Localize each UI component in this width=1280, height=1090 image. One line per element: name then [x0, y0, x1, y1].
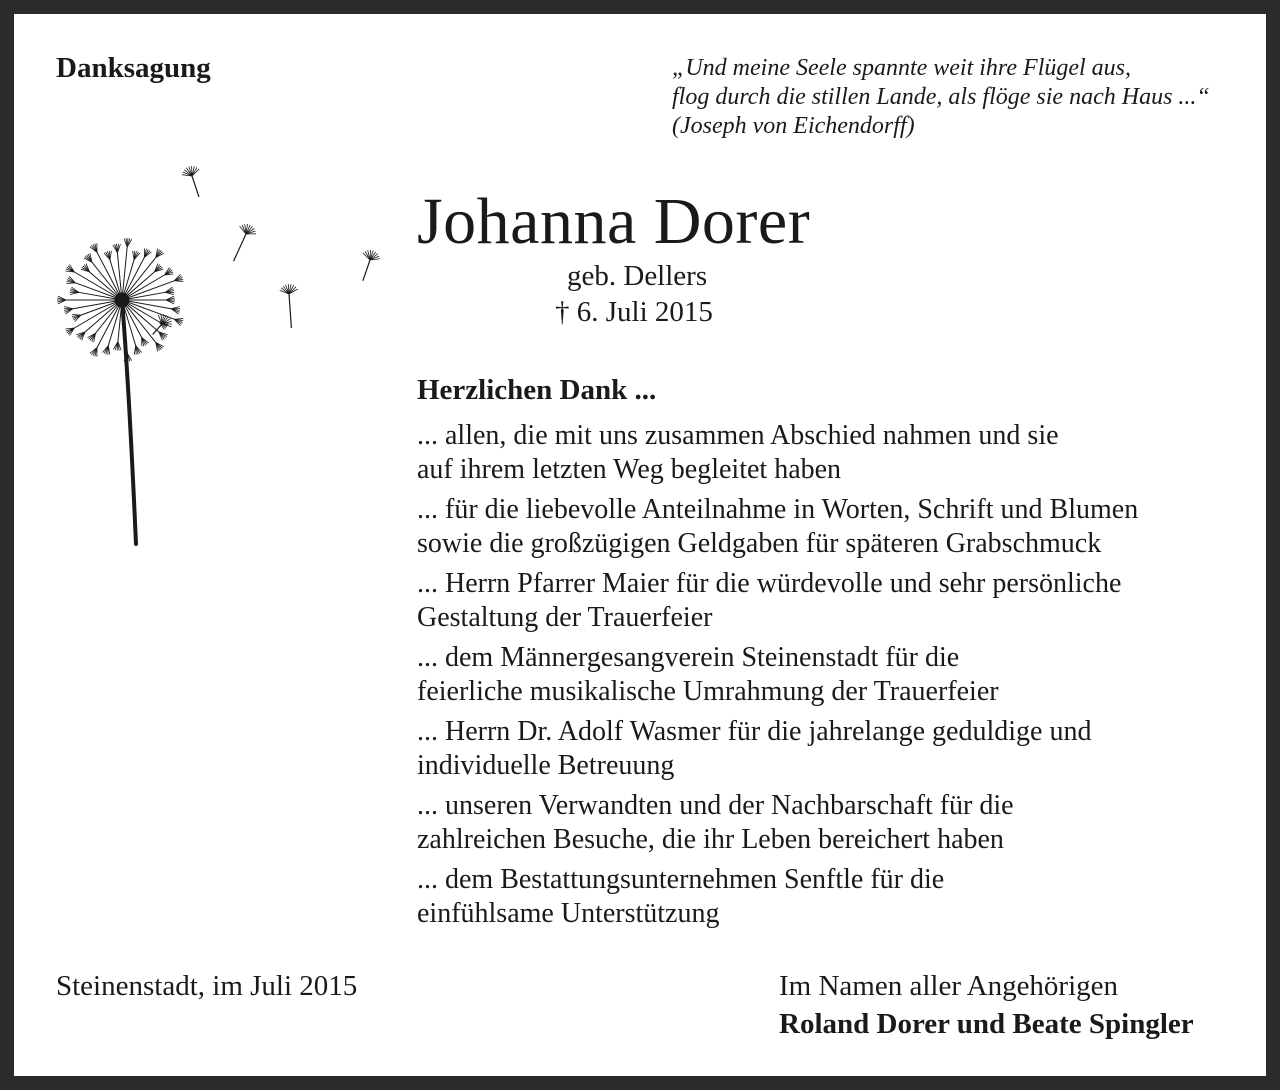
- quote-author: (Joseph von Eichendorff): [672, 113, 915, 139]
- signature-names: Roland Dorer und Beate Spingler: [779, 1008, 1194, 1040]
- thanks-title: Herzlichen Dank ...: [417, 374, 657, 406]
- thanks-line: ... allen, die mit uns zusammen Abschied nahmen und sie: [417, 420, 1059, 451]
- thanks-item: [417, 493, 1237, 561]
- quote-line: „Und meine Seele spannte weit ihre Flügel aus,: [672, 55, 1132, 81]
- thanks-line: sowie die großzügigen Geldgaben für späteren Grabschmuck: [417, 528, 1102, 559]
- thanks-line: ... dem Bestattungsunternehmen Senftle für die: [417, 864, 945, 895]
- thanks-line: einfühlsame Unterstützung: [417, 898, 720, 929]
- thanks-line: feierliche musikalische Umrahmung der Trauerfeier: [417, 676, 999, 707]
- thanks-line: auf ihrem letzten Weg begleitet haben: [417, 454, 842, 485]
- thanks-line: ... Herrn Dr. Adolf Wasmer für die jahrelange geduldige und: [417, 716, 1092, 747]
- heading: Danksagung: [56, 52, 211, 84]
- thanks-line: ... Herrn Pfarrer Maier für die würdevolle und sehr persönliche: [417, 568, 1122, 599]
- place-date: Steinenstadt, im Juli 2015: [56, 970, 358, 1002]
- dandelion-icon: [44, 154, 404, 554]
- death-date: † 6. Juli 2015: [555, 296, 713, 328]
- thanks-line: ... dem Männergesangverein Steinenstadt für die: [417, 642, 960, 673]
- thanks-item: [417, 863, 1237, 931]
- thanks-item: [417, 789, 1237, 857]
- thanks-line: individuelle Betreuung: [417, 750, 675, 781]
- thanks-item: [417, 715, 1237, 783]
- thanks-item: [417, 641, 1237, 709]
- quote-block: [672, 54, 1210, 141]
- thanks-line: Gestaltung der Trauerfeier: [417, 602, 713, 633]
- thanks-item: [417, 567, 1237, 635]
- thanks-line: ... unseren Verwandten und der Nachbarschaft für die: [417, 790, 1014, 821]
- quote-line: flog durch die stillen Lande, als flöge sie nach Haus ...“: [672, 84, 1210, 110]
- thanks-list: [417, 419, 1237, 937]
- maiden-name: geb. Dellers: [567, 260, 708, 292]
- deceased-name: Johanna Dorer: [417, 185, 811, 258]
- thanks-line: ... für die liebevolle Anteilnahme in Worten, Schrift und Blumen: [417, 494, 1139, 525]
- thanks-line: zahlreichen Besuche, die ihr Leben bereichert haben: [417, 824, 1004, 855]
- signature-lead: Im Namen aller Angehörigen: [779, 970, 1119, 1002]
- thanks-item: [417, 419, 1237, 487]
